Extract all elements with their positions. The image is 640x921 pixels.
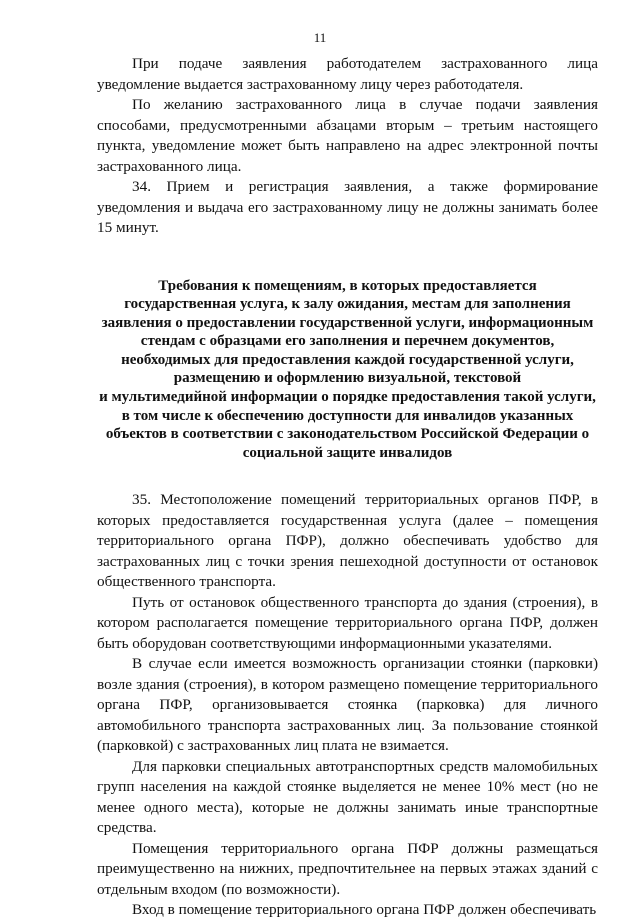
paragraph: Для парковки специальных автотранспортных средств маломобильных групп населения на каждой стоянке выделяется не менее 10% мест (но не менее одного места), которые не должны занимать иные транспортные средства. [97,757,598,837]
heading-line: и мультимедийной информации о порядке предоставления такой услуги, [99,389,596,406]
paragraph-item-34: 34. Прием и регистрация заявления, а также формирование уведомления и выдача его застрахованному лицу не должны занимать более 15 минут. [97,178,598,236]
paragraph-item-35: 35. Местоположение помещений территориальных органов ПФР, в которых предоставляется государственная услуга (далее – помещения территориального органа ПФР), должно обеспечивать удобство для застрахованных лиц с точки зрения пешеходной доступности от остановок общественного транспорта. [97,491,598,591]
heading-line: Требования к помещениям, в которых предоставляется [158,277,537,294]
document-body [97,54,598,921]
section-heading [97,277,598,463]
heading-line: социальной защите инвалидов [242,444,453,461]
page-number: 11 [313,30,327,45]
heading-line: объектов в соответствии с законодательством Российской Федерации о [105,426,590,443]
heading-line: размещению и оформлению визуальной, текстовой [173,370,522,387]
heading-line: заявления о предоставлении государственной услуги, информационным [101,314,594,331]
paragraph: Вход в помещение территориального органа ПФР должен обеспечивать [132,901,597,919]
paragraph: Помещения территориального органа ПФР должны размещаться преимущественно на нижних, предпочтительнее на первых этажах зданий с отдельным входом (по возможности). [97,839,598,898]
paragraph: Путь от остановок общественного транспорта до здания (строения), в котором располагается помещение территориального органа ПФР, должен быть оборудован соответствующими информационными указателями. [97,593,598,652]
paragraph: В случае если имеется возможность организации стоянки (парковки) возле здания (строения), в котором размещено помещение территориального органа ПФР, организовывается стоянка (парковка) для личного автомобильного транспорта застрахованных лиц. За пользование стоянкой (парковкой) с застрахованных лиц плата не взимается. [97,655,598,755]
paragraph: При подаче заявления работодателем застрахованного лица уведомление выдается застрахованному лицу через работодателя. [97,55,598,93]
heading-line: государственная услуга, к залу ожидания, местам для заполнения [124,296,571,313]
heading-line: стендам с образцами его заполнения и перечнем документов, [140,333,555,350]
paragraph: По желанию застрахованного лица в случае подачи заявления способами, предусмотренными абзацами вторым – третьим настоящего пункта, уведомление может быть направлено на адрес электронной почты застрахованного лица. [97,96,598,175]
heading-line: необходимых для предоставления каждой государственной услуги, [121,351,574,368]
heading-line: в том числе к обеспечению доступности для инвалидов указанных [121,407,574,424]
